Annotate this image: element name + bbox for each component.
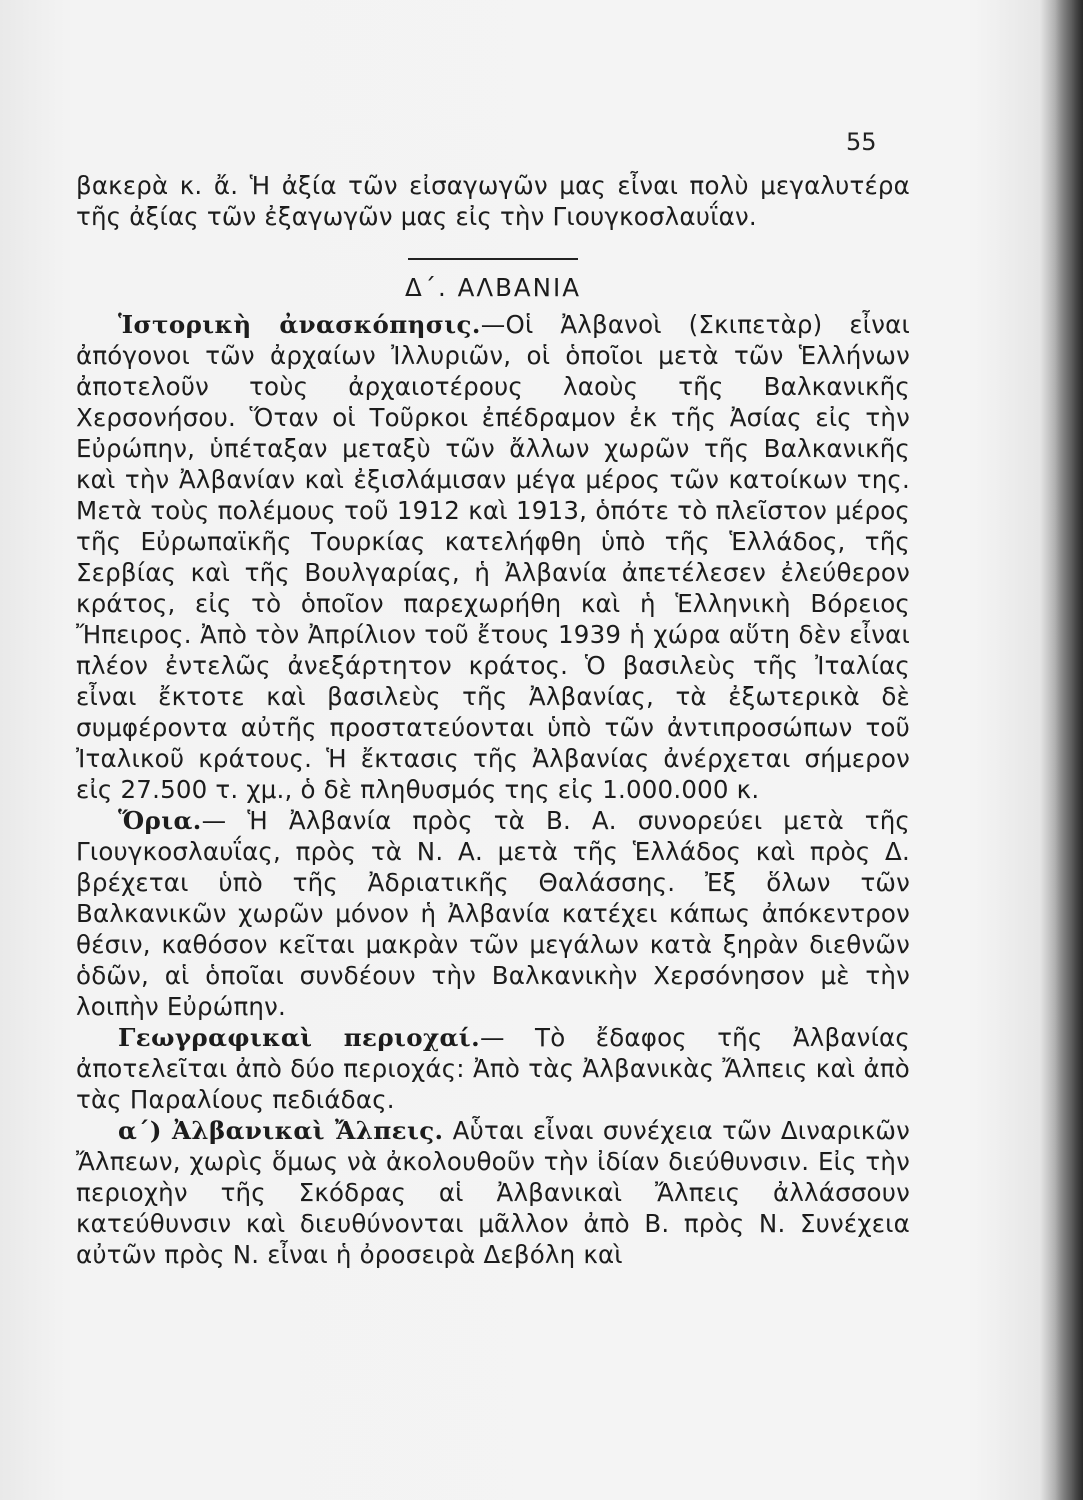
paragraph-regions bbox=[76, 1022, 910, 1115]
page-edge-shadow bbox=[1055, 0, 1083, 1500]
section-title: Δ΄. ΑΛΒΑΝΙΑ bbox=[405, 273, 581, 302]
page-number: 55 bbox=[846, 128, 877, 156]
paragraph-text: —Οἱ Ἀλβανοὶ (Σκιπετὰρ) εἶναι ἀπόγονοι τῶν ἀρχαίων Ἰλλυριῶν, οἱ ὁποῖοι μετὰ τῶν Ἑλλήνων ἀποτελοῦν τοὺς ἀρχαιοτέρους λαοὺς τῆς Βαλκανικῆς Χερσονήσου. Ὅταν οἱ Τοῦρκοι ἐπέδραμον ἐκ τῆς Ἀσίας εἰς τὴν Εὐρώπην, ὑπέταξαν μεταξὺ τῶν ἄλλων χωρῶν τῆς Βαλκανικῆς καὶ τὴν Ἀλβανίαν καὶ ἐξισλάμισαν μέγα μέρος τῶν κατοίκων της. Μετὰ τοὺς πολέμους τοῦ 1912 καὶ 1913, ὁπότε τὸ πλεῖστον μέρος τῆς Εὐρωπαϊκῆς Τουρκίας κατελήφθη ὑπὸ τῆς Ἑλλάδος, τῆς Σερβίας καὶ τῆς Βουλγαρίας, ἡ Ἀλβανία ἀπετέλεσεν ἐλεύθερον κράτος, εἰς τὸ ὁποῖον παρεχωρήθη καὶ ἡ Ἑλληνικὴ Βόρειος Ἤπειρος. Ἀπὸ τὸν Ἀπρίλιον τοῦ ἔτους 1939 ἡ χώρα αὕτη δὲν εἶναι πλέον ἐντελῶς ἀνεξάρτητον κράτος. Ὁ βασιλεὺς τῆς Ἰταλίας εἶναι ἔκτοτε καὶ βασιλεὺς τῆς Ἀλβανίας, τὰ ἐξωτερικὰ δὲ συμφέροντα αὐτῆς προστατεύονται ὑπὸ τῶν ἀντιπροσώπων τοῦ Ἰταλικοῦ κράτους. Ἡ ἔκτασις τῆς Ἀλβανίας ἀνέρχεται σήμερον εἰς 27.500 τ. χμ., ὁ δὲ πληθυσμός της εἰς 1.000.000 κ. bbox=[76, 310, 910, 804]
paragraph-heading: α΄) Ἀλβανικαὶ Ἄλπεις. bbox=[118, 1116, 444, 1145]
paragraph-text: — Τὸ ἔδαφος τῆς Ἀλβανίας ἀποτελεῖται ἀπὸ δύο περιοχάς: Ἀπὸ τὰς Ἀλβανικὰς Ἄλπεις καὶ ἀπὸ τὰς Παραλίους πεδιάδας. bbox=[76, 1023, 910, 1114]
paragraph-alps bbox=[76, 1115, 910, 1270]
paragraph-text: Αὗται εἶναι συνέχεια τῶν Διναρικῶν Ἄλπεων, χωρὶς ὅμως νὰ ἀκολουθοῦν τὴν ἰδίαν διεύθυνσιν. Εἰς τὴν περιοχὴν τῆς Σκόδρας αἱ Ἀλβανικαὶ Ἄλπεις ἀλλάσσουν κατεύθυνσιν καὶ διευθύνονται μᾶλλον ἀπὸ Β. πρὸς Ν. Συνέχεια αὐτῶν πρὸς Ν. εἶναι ἡ ὀροσειρὰ Δεβόλη καὶ bbox=[76, 1116, 911, 1269]
page-body bbox=[76, 170, 910, 1270]
paragraph-heading: Γεωγραφικαὶ περιοχαί. bbox=[118, 1023, 480, 1052]
paragraph-borders bbox=[76, 805, 910, 1022]
paragraph-history bbox=[76, 309, 910, 805]
intro-paragraph: βακερὰ κ. ἄ. Ἡ ἀξία τῶν εἰσαγωγῶν μας εἶναι πολὺ μεγαλυτέρα τῆς ἀξίας τῶν ἐξαγωγῶν μας εἰς τὴν Γιουγκοσλαυΐαν. bbox=[76, 171, 910, 231]
section-divider bbox=[408, 258, 578, 260]
paragraph-heading: Ἱστορικὴ ἀνασκόπησις. bbox=[118, 310, 481, 339]
paragraph-text: — Ἡ Ἀλβανία πρὸς τὰ Β. Α. συνορεύει μετὰ τῆς Γιουγκοσλαυΐας, πρὸς τὰ Ν. Α. μετὰ τῆς Ἑλλάδος καὶ πρὸς Δ. βρέχεται ὑπὸ τῆς Ἀδριατικῆς Θαλάσσης. Ἐξ ὅλων τῶν Βαλκανικῶν χωρῶν μόνον ἡ Ἀλβανία κατέχει κάπως ἀπόκεντρον θέσιν, καθόσον κεῖται μακρὰν τῶν μεγάλων κατὰ ξηρὰν διεθνῶν ὁδῶν, αἱ ὁποῖαι συνδέουν τὴν Βαλκανικὴν Χερσόνησον μὲ τὴν λοιπὴν Εὐρώπην. bbox=[76, 806, 910, 1021]
paragraph-heading: Ὅρια. bbox=[118, 806, 202, 835]
